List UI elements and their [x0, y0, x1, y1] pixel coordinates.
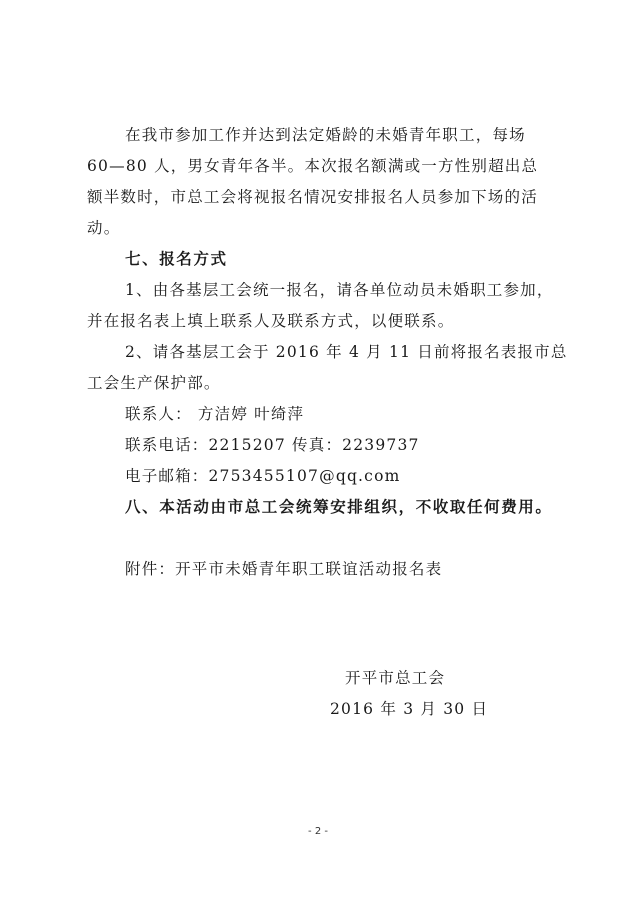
- item-2-line: 2、请各基层工会于 2016 年 4 月 11 日前将报名表报市总: [125, 343, 568, 361]
- section-8: 八、本活动由市总工会统筹安排组织，不收取任何费用。: [125, 498, 553, 516]
- page-number: - 2 -: [308, 826, 328, 837]
- paragraph-line: 在我市参加工作并达到法定婚龄的未婚青年职工，每场: [125, 126, 526, 144]
- section-7-heading: 七、报名方式: [125, 250, 228, 268]
- paragraph-line: 动。: [87, 219, 121, 237]
- contact-email: 电子邮箱：2753455107@qq.com: [125, 467, 401, 485]
- item-2-line: 工会生产保护部。: [87, 374, 221, 392]
- item-1-line: 1、由各基层工会统一报名，请各单位动员未婚职工参加，: [125, 281, 554, 299]
- contact-phone: 联系电话：2215207 传真：2239737: [125, 436, 420, 454]
- signature-organization: 开平市总工会: [345, 669, 446, 687]
- paragraph-line: 额半数时，市总工会将视报名情况安排报名人员参加下场的活: [87, 188, 538, 206]
- signature-date: 2016 年 3 月 30 日: [330, 700, 489, 718]
- attachment-note: 附件：开平市未婚青年职工联谊活动报名表: [125, 560, 443, 578]
- contact-people: 联系人： 方洁婷 叶绮萍: [125, 405, 305, 423]
- paragraph-line: 60—80 人，男女青年各半。本次报名额满或一方性别超出总: [87, 157, 539, 175]
- item-1-line: 并在报名表上填上联系人及联系方式，以便联系。: [87, 312, 455, 330]
